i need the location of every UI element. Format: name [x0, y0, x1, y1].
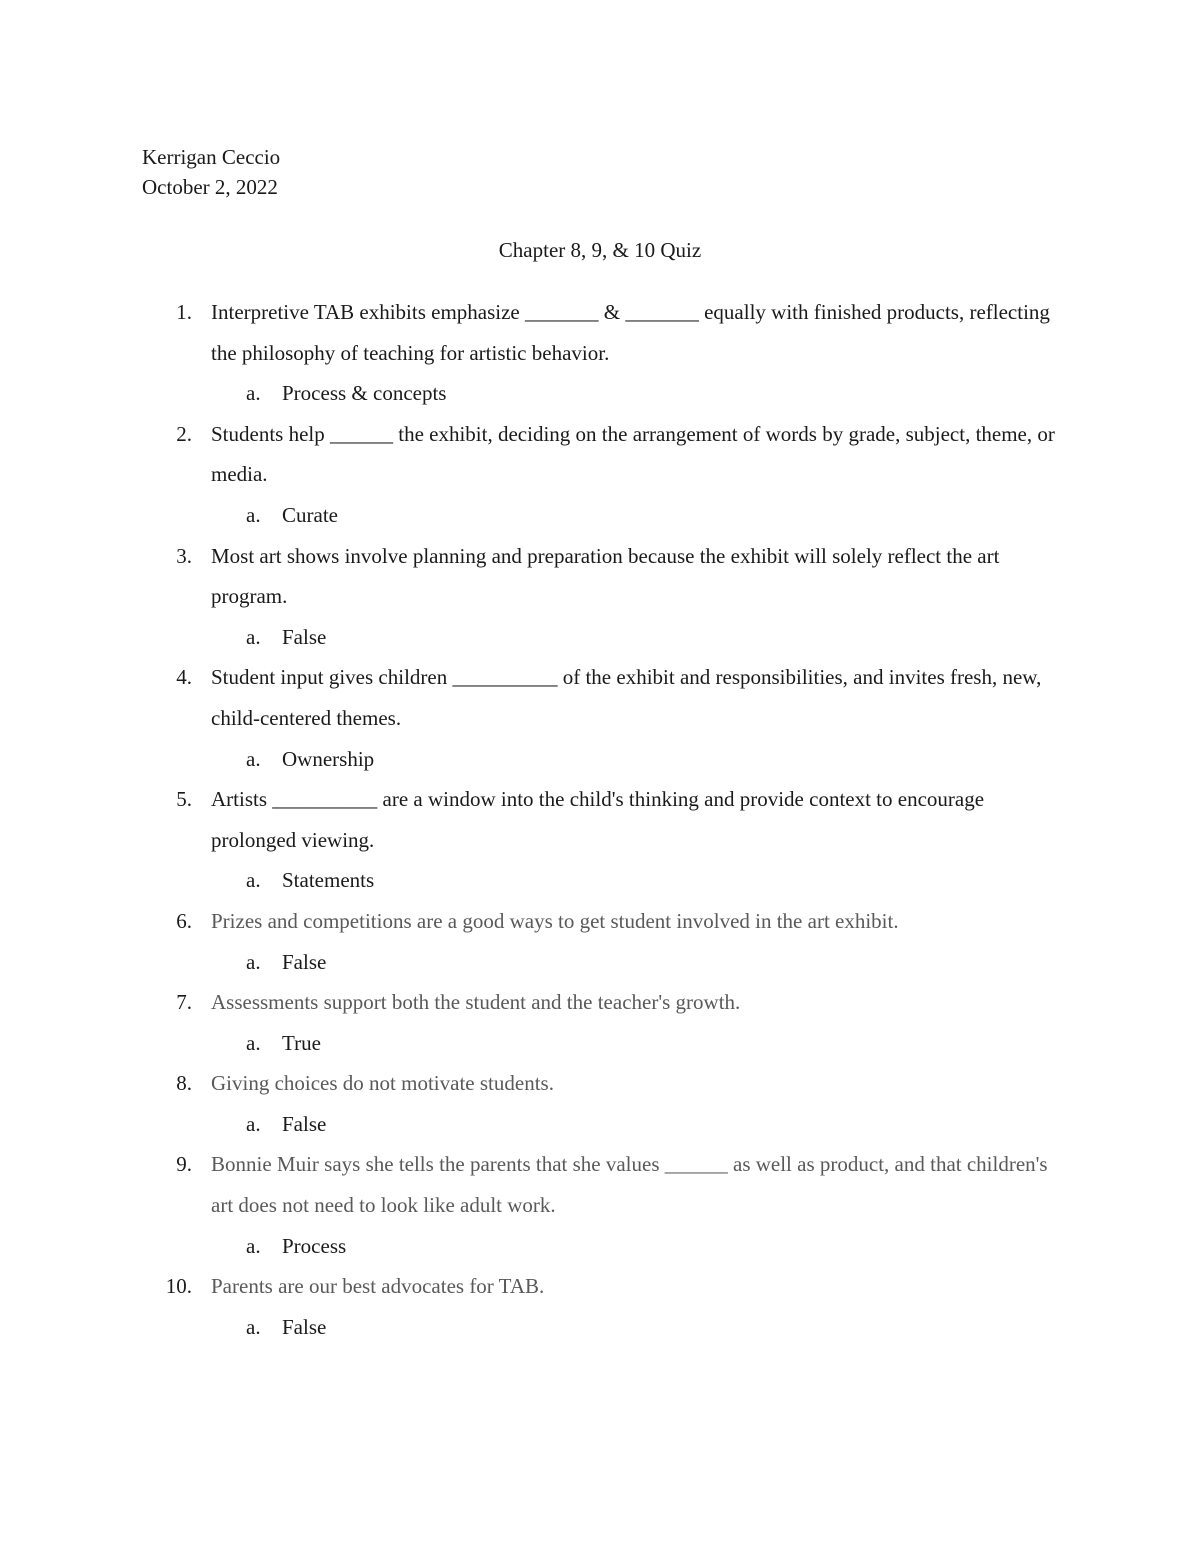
- answer-text: False: [282, 1314, 327, 1339]
- document-date: October 2, 2022: [142, 175, 278, 199]
- answer-4: [0, 739, 1200, 780]
- question-4: [0, 657, 1071, 738]
- answer-8: [0, 1104, 1200, 1145]
- question-text: Assessments support both the student and the teacher's growth.: [211, 990, 741, 1015]
- question-2: [0, 414, 1071, 495]
- question-5: [0, 779, 1071, 860]
- answer-letter: a.: [246, 381, 261, 406]
- question-text: Interpretive TAB exhibits emphasize _______ & _______ equally with finished products, reflecting the philosophy of teaching for artistic behavior.: [211, 300, 1050, 365]
- answer-letter: a.: [246, 1030, 261, 1055]
- question-text: Bonnie Muir says she tells the parents that she values ______ as well as product, and that children's art does not need to look like adult work.: [211, 1152, 1048, 1218]
- question-number: 4.: [176, 665, 192, 690]
- answer-text: False: [282, 1111, 327, 1136]
- question-number: 2.: [176, 421, 192, 446]
- question-number: 6.: [176, 908, 192, 933]
- answer-letter: a.: [246, 1233, 261, 1258]
- question-text: Giving choices do not motivate students.: [211, 1071, 554, 1096]
- question-text: Students help ______ the exhibit, deciding on the arrangement of words by grade, subject, theme, or media.: [211, 421, 1055, 487]
- quiz-title: Chapter 8, 9, & 10 Quiz: [498, 238, 702, 262]
- answer-letter: a.: [246, 949, 261, 974]
- question-text: Student input gives children __________ of the exhibit and responsibilities, and invites fresh, new, child-centered themes.: [211, 665, 1042, 730]
- question-number: 9.: [176, 1152, 192, 1177]
- answer-text: Process: [282, 1233, 347, 1258]
- answer-letter: a.: [246, 746, 261, 771]
- question-9: [0, 1144, 1071, 1225]
- answer-10: [0, 1307, 1200, 1348]
- answer-7: [0, 1023, 1200, 1064]
- answer-text: Ownership: [282, 746, 375, 771]
- question-text: Most art shows involve planning and preparation because the exhibit will solely reflect the art program.: [211, 543, 1000, 609]
- question-1: [0, 292, 1071, 373]
- answer-letter: a.: [246, 1314, 261, 1339]
- question-number: 10.: [165, 1274, 192, 1299]
- answer-1: [0, 373, 1200, 414]
- question-number: 5.: [176, 787, 192, 812]
- answer-text: Statements: [282, 868, 375, 893]
- question-text: Prizes and competitions are a good ways to get student involved in the art exhibit.: [211, 908, 899, 933]
- question-10: [0, 1266, 1071, 1307]
- answer-text: False: [282, 949, 327, 974]
- answer-letter: a.: [246, 868, 261, 893]
- question-6: [0, 901, 1071, 942]
- question-text: Parents are our best advocates for TAB.: [211, 1274, 545, 1299]
- answer-letter: a.: [246, 502, 261, 527]
- answer-5: [0, 860, 1200, 901]
- question-number: 3.: [176, 543, 192, 568]
- answer-letter: a.: [246, 1111, 261, 1136]
- question-text: Artists __________ are a window into the child's thinking and provide context to encourage prolonged viewing.: [211, 787, 985, 852]
- question-number: 7.: [176, 990, 192, 1015]
- answer-3: [0, 617, 1200, 658]
- question-7: [0, 982, 1071, 1023]
- answer-letter: a.: [246, 624, 261, 649]
- answer-text: Process & concepts: [282, 381, 447, 406]
- author-name: Kerrigan Ceccio: [142, 145, 281, 169]
- answer-text: False: [282, 624, 327, 649]
- answer-9: [0, 1226, 1200, 1267]
- question-8: [0, 1063, 1071, 1104]
- answer-text: True: [282, 1030, 321, 1055]
- answer-2: [0, 495, 1200, 536]
- question-list: [0, 292, 1200, 1347]
- answer-6: [0, 942, 1200, 983]
- question-number: 8.: [176, 1071, 192, 1096]
- answer-text: Curate: [282, 502, 338, 527]
- question-3: [0, 536, 1071, 617]
- question-number: 1.: [176, 300, 192, 324]
